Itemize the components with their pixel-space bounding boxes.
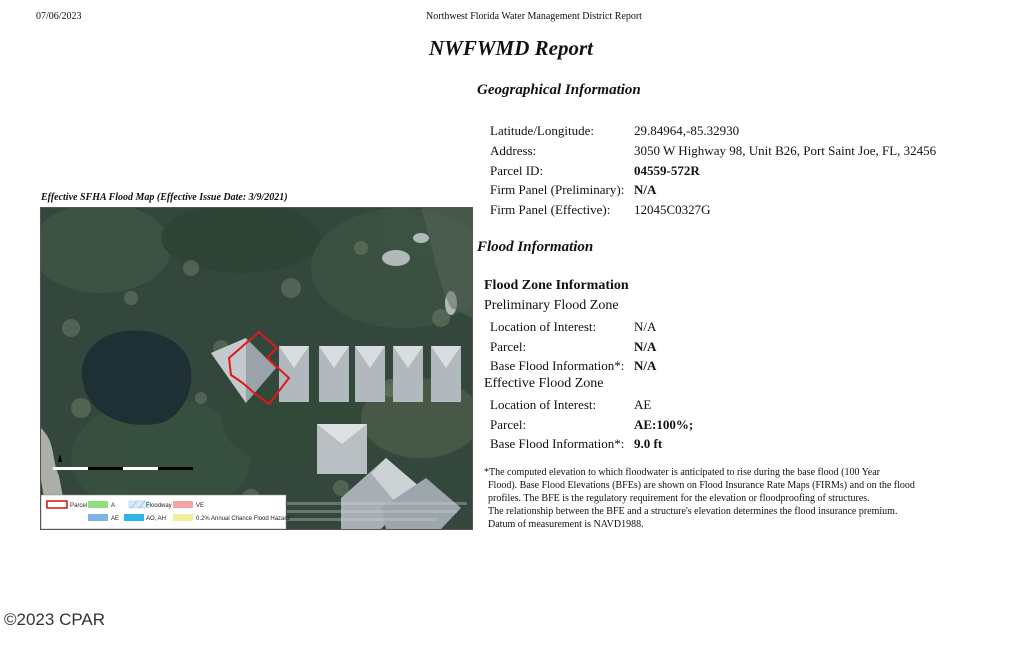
legend-item-ae <box>88 514 119 522</box>
footnote-line: Flood). Base Flood Elevations (BFEs) are shown on Flood Insurance Rate Maps (FIRMs) and on the flood <box>488 480 915 491</box>
effective-parcel-value: AE:100%; <box>634 417 694 432</box>
report-title: NWFWMD Report <box>429 36 593 60</box>
prelim-parcel-value: N/A <box>634 339 657 354</box>
legend-label: AE <box>111 516 120 522</box>
legend-item-a <box>88 501 115 509</box>
parcel-id-value: 04559-572R <box>634 163 700 178</box>
legend-label: Parcel <box>70 503 88 509</box>
firm-preliminary-label: Firm Panel (Preliminary): <box>490 182 625 197</box>
legend-label: VE <box>196 503 205 509</box>
effective-location-label: Location of Interest: <box>490 397 597 412</box>
bfe-footnote <box>484 466 944 531</box>
prelim-location-value: N/A <box>634 319 657 334</box>
report-date: 07/06/2023 <box>36 11 82 22</box>
map-caption: Effective SFHA Flood Map (Effective Issue Date: 3/9/2021) <box>41 192 288 203</box>
legend-item-ve <box>173 501 204 509</box>
effective-location-value: AE <box>634 397 652 412</box>
legend-item-floodway <box>129 501 172 509</box>
footnote-line: Datum of measurement is NAVD1988. <box>488 519 644 530</box>
effective-bfe-label: Base Flood Information*: <box>490 436 625 451</box>
footnote-line: profiles. The BFE is the regulatory requirement for the elevation or floodproofing of structures. <box>488 493 870 504</box>
report-header: Northwest Florida Water Management District Report <box>426 11 642 22</box>
address-label: Address: <box>490 143 537 158</box>
copyright-watermark: ©2023 CPAR <box>4 610 106 629</box>
prelim-location-label: Location of Interest: <box>490 319 597 334</box>
legend-label: AO, AH <box>146 516 167 522</box>
legend-label: 0.2% Annual Chance Flood Hazard <box>196 516 290 522</box>
footnote-line: *The computed elevation to which floodwater is anticipated to rise during the base flood (100 Year <box>484 467 881 478</box>
prelim-bfe-value: N/A <box>634 358 657 373</box>
flood-map <box>40 207 473 530</box>
parcel-id-label: Parcel ID: <box>490 163 544 178</box>
firm-preliminary-value: N/A <box>634 182 657 197</box>
legend-label: A <box>111 503 116 509</box>
prelim-parcel-label: Parcel: <box>490 339 527 354</box>
address-value: 3050 W Highway 98, Unit B26, Port Saint Joe, FL, 32456 <box>634 143 937 158</box>
prelim-bfe-label: Base Flood Information*: <box>490 358 625 373</box>
flood-zone-title: Flood Zone Information <box>484 278 629 293</box>
effective-zone-table <box>490 397 950 457</box>
preliminary-zone-table <box>490 319 950 379</box>
flood-info-title: Flood Information <box>477 239 594 255</box>
effective-parcel-label: Parcel: <box>490 417 527 432</box>
legend-label: Floodway <box>146 503 172 509</box>
map-legend <box>41 495 290 529</box>
geographical-info-table <box>490 123 990 223</box>
footnote-line: The relationship between the BFE and a structure's elevation determines the flood insurance premium. <box>488 506 898 517</box>
effective-bfe-value: 9.0 ft <box>634 436 663 451</box>
preliminary-zone-heading: Preliminary Flood Zone <box>484 298 619 313</box>
legend-item-annual-chance <box>173 514 290 522</box>
aerial-imagery <box>41 208 472 529</box>
latlong-value: 29.84964,-85.32930 <box>634 123 740 138</box>
latlong-label: Latitude/Longitude: <box>490 123 594 138</box>
firm-effective-value: 12045C0327G <box>634 202 711 217</box>
firm-effective-label: Firm Panel (Effective): <box>490 202 611 217</box>
effective-zone-heading: Effective Flood Zone <box>484 376 604 391</box>
geographical-info-title: Geographical Information <box>477 82 641 98</box>
